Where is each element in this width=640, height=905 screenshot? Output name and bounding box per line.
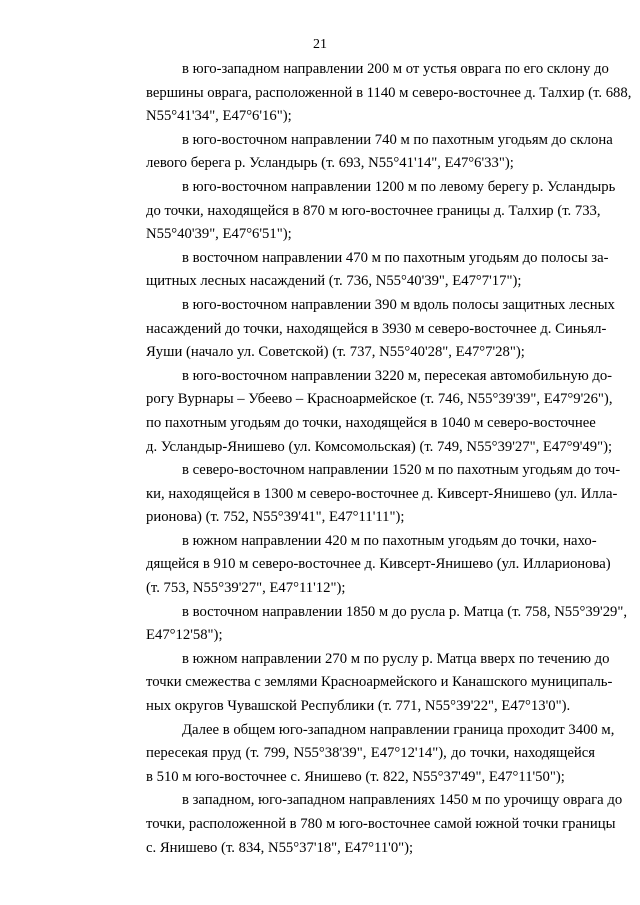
paragraph xyxy=(110,719,615,790)
text-line: вершины оврага, расположенной в 1140 м северо-восточнее д. Талхир (т. 688, xyxy=(146,84,632,101)
text-line: до точки, находящейся в 870 м юго-восточнее границы д. Талхир (т. 733, xyxy=(146,202,601,219)
paragraph xyxy=(110,247,609,294)
text-line: д. Усландыр-Янишево (ул. Комсомольская) (т. 749, N55°39'27", E47°9'49"); xyxy=(146,438,613,455)
paragraph xyxy=(110,58,632,129)
text-line: в юго-восточном направлении 1200 м по левому берегу р. Усландырь xyxy=(182,178,616,195)
text-line: в юго-западном направлении 200 м от устья оврага по его склону до xyxy=(182,61,609,77)
text-line: в южном направлении 420 м по пахотным угодьям до точки, нахо- xyxy=(182,532,597,549)
text-line: N55°40'39", E47°6'51"); xyxy=(146,226,292,243)
text-line: точки смежества с землями Красноармейского и Канашского муниципаль- xyxy=(146,674,613,691)
document-body xyxy=(110,58,632,860)
text-line: левого берега р. Усландырь (т. 693, N55°41'14", E47°6'33"); xyxy=(146,155,514,172)
text-line: в западном, юго-западном направлениях 1450 м по урочищу оврага до xyxy=(182,792,623,809)
paragraph xyxy=(110,129,613,176)
paragraph xyxy=(110,365,613,459)
text-line: в юго-восточном направлении 390 м вдоль полосы защитных лесных xyxy=(182,296,615,313)
text-line: (т. 753, N55°39'27", E47°11'12"); xyxy=(146,580,346,597)
text-line: точки, расположенной в 780 м юго-восточнее самой южной точки границы xyxy=(146,816,616,832)
paragraph xyxy=(110,459,621,530)
text-line: N55°41'34", E47°6'16"); xyxy=(146,108,292,125)
text-line: E47°12'58"); xyxy=(146,627,223,644)
text-line: в северо-восточном направлении 1520 м по пахотным угодьям до точ- xyxy=(182,462,621,479)
text-line: с. Янишево (т. 834, N55°37'18", E47°11'0"); xyxy=(146,839,414,856)
text-line: насаждений до точки, находящейся в 3930 м северо-восточнее д. Синьял- xyxy=(146,320,607,337)
paragraph xyxy=(110,530,611,601)
text-line: в 510 м юго-восточнее с. Янишево (т. 822, N55°37'49", E47°11'50"); xyxy=(146,768,565,785)
text-line: Далее в общем юго-западном направлении граница проходит 3400 м, xyxy=(182,721,615,738)
text-line: рионова) (т. 752, N55°39'41", E47°11'11"); xyxy=(146,509,405,526)
text-line: ки, находящейся в 1300 м северо-восточнее д. Кивсерт-Янишево (ул. Илла- xyxy=(146,485,618,502)
paragraph xyxy=(110,789,623,860)
text-line: щитных лесных насаждений (т. 736, N55°40'39", E47°7'17"); xyxy=(146,273,522,290)
text-line: Яуши (начало ул. Советской) (т. 737, N55°40'28", E47°7'28"); xyxy=(146,344,525,361)
paragraph xyxy=(110,176,616,247)
text-line: рогу Вурнары – Убеево – Красноармейское (т. 746, N55°39'39", E47°9'26"), xyxy=(146,391,613,408)
page-number: 21 xyxy=(313,37,327,52)
paragraph xyxy=(110,294,615,365)
text-line: пересекая пруд (т. 799, N55°38'39", E47°12'14"), до точки, находящейся xyxy=(146,745,595,762)
paragraph xyxy=(110,601,628,648)
paragraph xyxy=(110,648,613,719)
text-line: в южном направлении 270 м по руслу р. Матца вверх по течению до xyxy=(182,650,610,667)
text-line: в восточном направлении 1850 м до русла р. Матца (т. 758, N55°39'29", xyxy=(182,603,628,620)
text-line: ных округов Чувашской Республики (т. 771, N55°39'22", E47°13'0"). xyxy=(146,698,571,715)
text-line: дящейся в 910 м северо-восточнее д. Кивсерт-Янишево (ул. Илларионова) xyxy=(146,556,611,573)
text-line: в восточном направлении 470 м по пахотным угодьям до полосы за- xyxy=(182,249,609,266)
text-line: в юго-восточном направлении 3220 м, пересекая автомобильную до- xyxy=(182,367,613,384)
text-line: в юго-восточном направлении 740 м по пахотным угодьям до склона xyxy=(182,131,613,148)
text-line: по пахотным угодьям до точки, находящейся в 1040 м северо-восточнее xyxy=(146,414,596,431)
